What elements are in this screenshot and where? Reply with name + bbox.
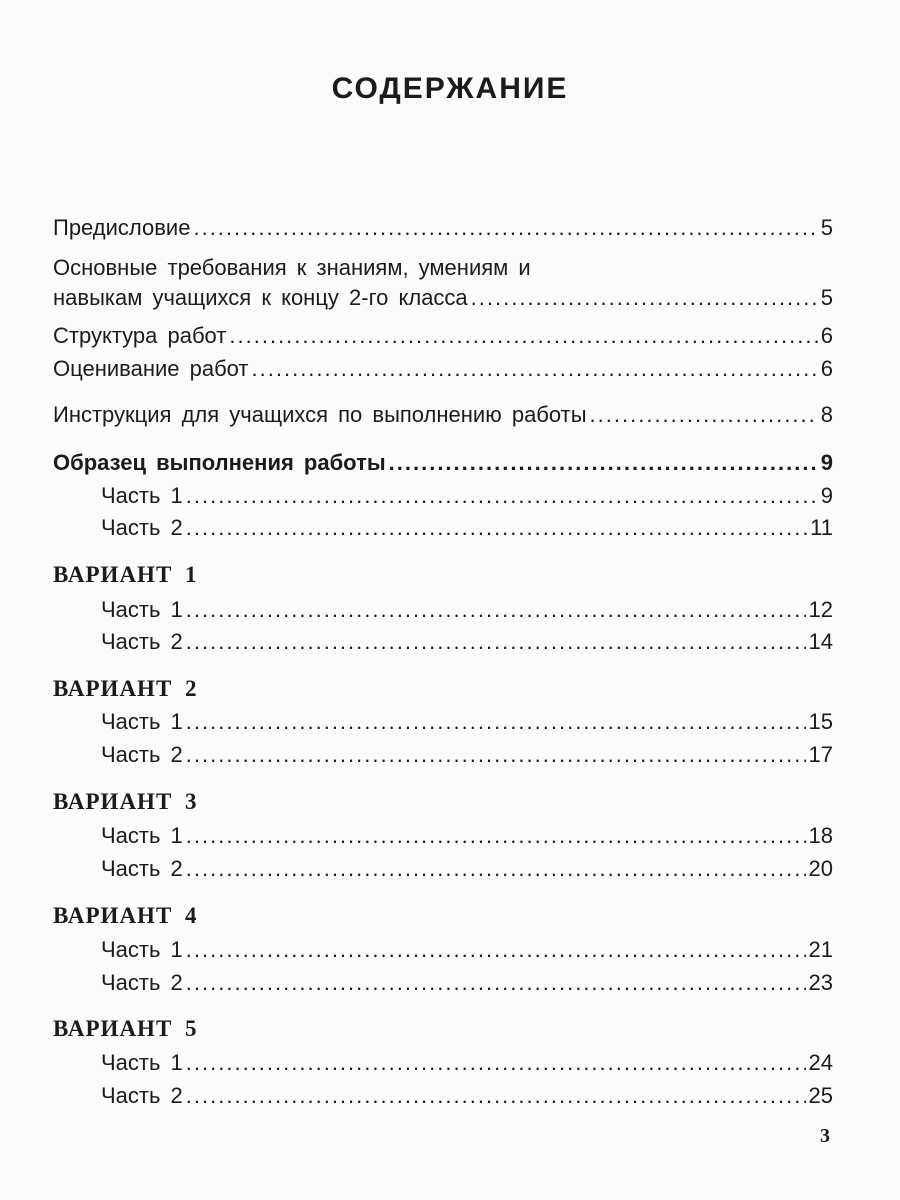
toc-entry-v2-part-1 <box>101 708 833 736</box>
toc-entry-v3-part-2 <box>101 855 833 883</box>
toc-entry-page: 5 <box>820 215 833 240</box>
variant-heading-3: ВАРИАНТ 3 <box>53 789 198 814</box>
toc-entry-label: навыкам учащихся к концу 2-го класса <box>53 285 468 310</box>
toc-entry-label: Структура работ <box>53 323 227 348</box>
toc-entry-preface <box>53 214 833 242</box>
toc-entry-assessment <box>53 355 833 383</box>
toc-entry-v1-part-2 <box>101 628 833 656</box>
variant-heading-5: ВАРИАНТ 5 <box>53 1016 198 1041</box>
toc-entry-instructions <box>53 401 833 429</box>
toc-entry-label: Часть 1 <box>101 709 183 734</box>
toc-entry-label: Часть 2 <box>101 742 183 767</box>
toc-entry-label: Часть 2 <box>101 515 183 540</box>
dot-leader <box>186 628 806 656</box>
toc-entry-sample-part-2 <box>101 514 833 542</box>
toc-entry-label: Образец выполнения работы <box>53 450 386 475</box>
dot-leader <box>186 1082 806 1110</box>
toc-entry-page: 6 <box>820 356 833 381</box>
toc-entry-label: Инструкция для учащихся по выполнению работы <box>53 402 587 427</box>
toc-entry-v3-part-1 <box>101 822 833 850</box>
toc-entry-label: Предисловие <box>53 215 191 240</box>
toc-entry-label: Часть 1 <box>101 823 183 848</box>
toc-entry-sample <box>53 449 833 477</box>
toc-entry-page: 21 <box>808 937 833 962</box>
toc-entry-page: 6 <box>820 323 833 348</box>
toc-entry-v5-part-2 <box>101 1082 833 1110</box>
dot-leader <box>590 401 818 429</box>
toc-entry-structure <box>53 322 833 350</box>
toc-entry-requirements-line1: Основные требования к знаниям, умениям и <box>53 255 531 280</box>
dot-leader <box>186 822 806 850</box>
toc-entry-page: 20 <box>808 856 833 881</box>
toc-entry-label: Часть 1 <box>101 597 183 622</box>
dot-leader <box>186 741 806 769</box>
dot-leader <box>193 214 817 242</box>
toc-entry-label: Часть 1 <box>101 483 183 508</box>
toc-entry-page: 25 <box>808 1083 833 1108</box>
variant-heading-2: ВАРИАНТ 2 <box>53 676 198 701</box>
toc-entry-label: Часть 1 <box>101 937 183 962</box>
toc-entry-label: Часть 2 <box>101 1083 183 1108</box>
toc-entry-label: Часть 2 <box>101 856 183 881</box>
toc-entry-page: 17 <box>808 742 833 767</box>
toc-entry-label: Часть 1 <box>101 1050 183 1075</box>
toc-entry-page: 23 <box>808 970 833 995</box>
toc-entry-v4-part-1 <box>101 936 833 964</box>
toc-entry-label: Часть 2 <box>101 970 183 995</box>
dot-leader <box>471 284 818 312</box>
toc-entry-page: 14 <box>808 629 833 654</box>
dot-leader <box>186 514 807 542</box>
toc-entry-page: 8 <box>820 402 833 427</box>
toc-entry-page: 9 <box>820 483 833 508</box>
dot-leader <box>186 1049 806 1077</box>
variant-heading-4: ВАРИАНТ 4 <box>53 903 198 928</box>
toc-entry-v1-part-1 <box>101 596 833 624</box>
toc-entry-page: 15 <box>808 709 833 734</box>
toc-entry-page: 18 <box>808 823 833 848</box>
dot-leader <box>229 322 817 350</box>
page-title: СОДЕРЖАНИЕ <box>331 72 569 105</box>
toc-entry-page: 24 <box>808 1050 833 1075</box>
toc-entry-page: 12 <box>808 597 833 622</box>
toc-entry-page: 5 <box>820 285 833 310</box>
dot-leader <box>186 482 818 510</box>
dot-leader <box>252 355 818 383</box>
dot-leader <box>186 596 806 624</box>
toc-entry-label: Часть 2 <box>101 629 183 654</box>
toc-entry-v2-part-2 <box>101 741 833 769</box>
dot-leader <box>186 708 806 736</box>
dot-leader <box>389 449 818 477</box>
toc-entry-label: Оценивание работ <box>53 356 249 381</box>
toc-entry-sample-part-1 <box>101 482 833 510</box>
toc-entry-page: 11 <box>810 515 833 540</box>
page-number: 3 <box>820 1125 830 1147</box>
dot-leader <box>186 969 806 997</box>
dot-leader <box>186 855 806 883</box>
toc-entry-requirements <box>53 284 833 312</box>
toc-entry-page: 9 <box>820 450 833 475</box>
dot-leader <box>186 936 806 964</box>
toc-entry-v5-part-1 <box>101 1049 833 1077</box>
toc-entry-v4-part-2 <box>101 969 833 997</box>
variant-heading-1: ВАРИАНТ 1 <box>53 562 198 587</box>
